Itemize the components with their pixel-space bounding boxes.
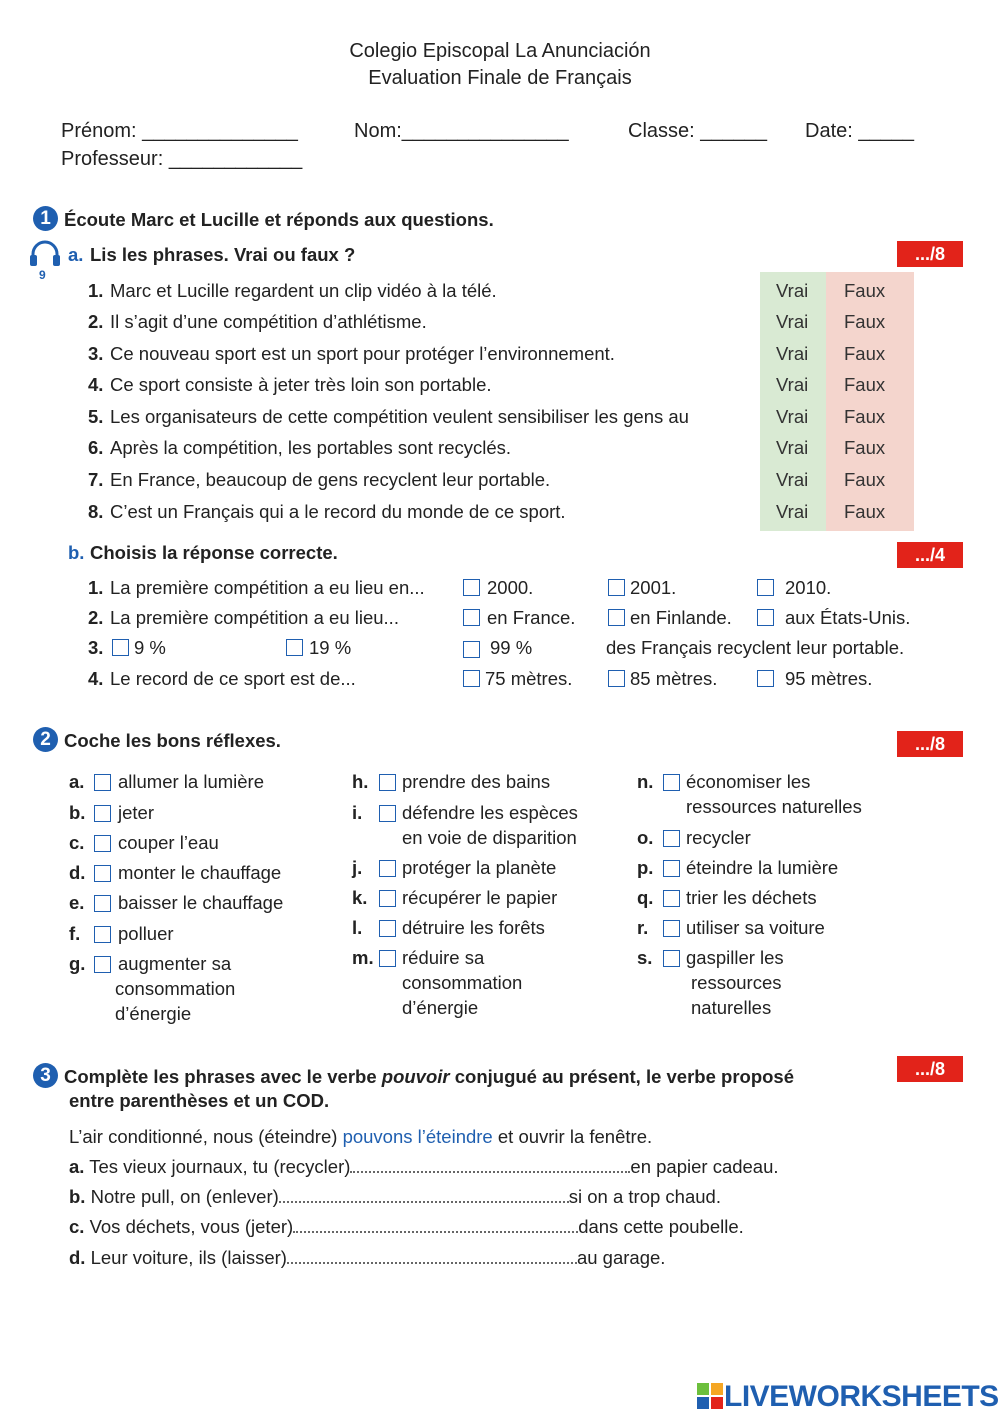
reflex-letter: p. (637, 857, 654, 878)
reflex-checkbox[interactable] (379, 774, 396, 791)
vf-item-text: Ce nouveau sport est un sport pour protéger l’environnement. (110, 343, 615, 364)
reflex-label: détruire les forêts (402, 917, 545, 938)
reflex-checkbox[interactable] (94, 865, 111, 882)
q3-option-1: 9 % (134, 637, 166, 658)
vf-item-text: Les organisateurs de cette compétition veulent sensibiliser les gens au (110, 406, 689, 427)
faux-option[interactable]: Faux (844, 501, 886, 522)
section-3-number: 3 (33, 1063, 58, 1088)
vrai-option[interactable]: Vrai (776, 343, 809, 364)
example-answer: pouvons l’éteindre (342, 1126, 493, 1147)
q4-option-1-checkbox[interactable] (463, 670, 480, 687)
vf-item-number: 8. (88, 501, 104, 522)
reflex-label: augmenter sa (118, 953, 232, 974)
fill-item: d. Leur voiture, ils (laisser) au garage. (69, 1247, 666, 1268)
reflex-checkbox[interactable] (663, 774, 680, 791)
reflex-checkbox[interactable] (94, 956, 111, 973)
reflex-letter: s. (637, 947, 653, 968)
reflex-label-line-2: en voie de disparition (402, 827, 577, 848)
answer-blank[interactable] (279, 1187, 569, 1203)
part-a-score: .../8 (897, 241, 963, 267)
q3-option-1-checkbox[interactable] (112, 639, 129, 656)
answer-blank[interactable] (287, 1248, 577, 1264)
reflex-label: gaspiller les (686, 947, 784, 968)
reflex-label-line-2: ressources (691, 972, 782, 993)
q3-number: 3. (88, 637, 104, 658)
q4-option-2-checkbox[interactable] (608, 670, 625, 687)
vrai-option[interactable]: Vrai (776, 469, 809, 490)
vrai-option[interactable]: Vrai (776, 280, 809, 301)
faux-option[interactable]: Faux (844, 437, 886, 458)
track-number: 9 (39, 268, 46, 282)
reflex-letter: n. (637, 771, 654, 792)
q4-text: Le record de ce sport est de... (110, 668, 356, 689)
faux-option[interactable]: Faux (844, 280, 886, 301)
q4-number: 4. (88, 668, 104, 689)
reflex-label: économiser les (686, 771, 811, 792)
reflex-letter: o. (637, 827, 654, 848)
reflex-label: jeter (118, 802, 154, 823)
reflex-label: recycler (686, 827, 751, 848)
reflex-letter: j. (352, 857, 363, 878)
q1-number: 1. (88, 577, 104, 598)
reflex-letter: k. (352, 887, 368, 908)
vf-item-number: 7. (88, 469, 104, 490)
reflex-checkbox[interactable] (94, 895, 111, 912)
reflex-label-line-3: naturelles (691, 997, 772, 1018)
q3-text: des Français recyclent leur portable. (606, 637, 905, 658)
vf-item-text: Après la compétition, les portables sont recyclés. (110, 437, 512, 458)
classe-field[interactable]: Classe: ______ (628, 120, 767, 142)
reflex-letter: m. (352, 947, 374, 968)
prenom-field[interactable]: Prénom: ______________ (61, 120, 298, 142)
q1-option-3: 2010. (785, 577, 832, 598)
vf-item-number: 1. (88, 280, 104, 301)
reflex-checkbox[interactable] (379, 860, 396, 877)
q3-option-2-checkbox[interactable] (286, 639, 303, 656)
q2-option-1: en France. (487, 607, 576, 628)
reflex-checkbox[interactable] (379, 920, 396, 937)
part-a-title: Lis les phrases. Vrai ou faux ? (90, 244, 356, 265)
reflex-label: prendre des bains (402, 771, 551, 792)
reflex-checkbox[interactable] (663, 920, 680, 937)
faux-option[interactable]: Faux (844, 406, 886, 427)
q1-option-1-checkbox[interactable] (463, 579, 480, 596)
reflex-checkbox[interactable] (94, 835, 111, 852)
part-b-letter: b. (68, 542, 85, 563)
q2-option-2: en Finlande. (630, 607, 732, 628)
q4-option-1: 75 mètres. (485, 668, 573, 689)
headphones-icon (29, 240, 61, 268)
vf-item-text: C’est un Français qui a le record du monde de ce sport. (110, 501, 566, 522)
vf-item-number: 6. (88, 437, 104, 458)
vf-item-text: Marc et Lucille regardent un clip vidéo à la télé. (110, 280, 497, 301)
reflex-checkbox[interactable] (94, 774, 111, 791)
reflex-label: réduire sa (402, 947, 485, 968)
vf-item-text: Ce sport consiste à jeter très loin son portable. (110, 374, 492, 395)
reflex-label: protéger la planète (402, 857, 557, 878)
reflex-label: monter le chauffage (118, 862, 282, 883)
reflex-letter: r. (637, 917, 649, 938)
q2-option-3-checkbox[interactable] (757, 609, 774, 626)
reflex-label: trier les déchets (686, 887, 817, 908)
section-1-title: Écoute Marc et Lucille et réponds aux questions. (64, 209, 494, 230)
reflex-label: allumer la lumière (118, 771, 264, 792)
reflex-checkbox[interactable] (379, 890, 396, 907)
nom-field[interactable]: Nom:_______________ (354, 120, 569, 142)
reflex-letter: d. (69, 862, 86, 883)
reflex-letter: b. (69, 802, 86, 823)
vf-item-number: 3. (88, 343, 104, 364)
q4-option-3-checkbox[interactable] (757, 670, 774, 687)
q1-option-3-checkbox[interactable] (757, 579, 774, 596)
reflex-letter: q. (637, 887, 654, 908)
answer-blank[interactable] (350, 1157, 630, 1173)
reflex-checkbox[interactable] (379, 950, 396, 967)
reflex-label: utiliser sa voiture (686, 917, 825, 938)
section-2-score: .../8 (897, 731, 963, 757)
faux-option[interactable]: Faux (844, 343, 886, 364)
professeur-field[interactable]: Professeur: ____________ (61, 148, 303, 170)
vrai-option[interactable]: Vrai (776, 437, 809, 458)
fill-item: a. Tes vieux journaux, tu (recycler) en papier cadeau. (69, 1156, 779, 1177)
reflex-checkbox[interactable] (663, 890, 680, 907)
example-sentence: L’air conditionné, nous (éteindre) pouvons l’éteindre et ouvrir la fenêtre. (69, 1126, 653, 1147)
fill-item: c. Vos déchets, vous (jeter) dans cette poubelle. (69, 1216, 744, 1237)
vf-item-text: En France, beaucoup de gens recyclent leur portable. (110, 469, 551, 490)
vf-item-number: 5. (88, 406, 104, 427)
q1-option-1: 2000. (487, 577, 534, 598)
vrai-option[interactable]: Vrai (776, 406, 809, 427)
vf-item-number: 2. (88, 311, 104, 332)
reflex-label-line-3: d’énergie (115, 1003, 192, 1024)
faux-option[interactable]: Faux (844, 311, 886, 332)
q3-option-3-checkbox[interactable] (463, 641, 480, 658)
reflex-label-line-2: consommation (115, 978, 236, 999)
section-2-title: Coche les bons réflexes. (64, 730, 281, 751)
reflex-label: baisser le chauffage (118, 892, 284, 913)
exam-title: Evaluation Finale de Français (368, 67, 632, 89)
reflex-letter: a. (69, 771, 85, 792)
faux-option[interactable]: Faux (844, 469, 886, 490)
part-a-letter: a. (68, 244, 84, 265)
q2-option-2-checkbox[interactable] (608, 609, 625, 626)
reflex-letter: c. (69, 832, 85, 853)
section-3-title-line-2: entre parenthèses et un COD. (69, 1090, 330, 1111)
q2-option-3: aux États-Unis. (785, 607, 911, 628)
reflex-letter: i. (352, 802, 363, 823)
reflex-checkbox[interactable] (94, 926, 111, 943)
reflex-label: éteindre la lumière (686, 857, 839, 878)
liveworksheets-logo-icon (697, 1383, 723, 1409)
date-field[interactable]: Date: _____ (805, 120, 914, 142)
reflex-letter: g. (69, 953, 86, 974)
reflex-letter: h. (352, 771, 369, 792)
vf-item-text: Il s’agit d’une compétition d’athlétisme. (110, 311, 427, 332)
reflex-label: polluer (118, 923, 174, 944)
reflex-checkbox[interactable] (379, 805, 396, 822)
vf-item-number: 4. (88, 374, 104, 395)
q4-option-2: 85 mètres. (630, 668, 718, 689)
reflex-label-line-2: consommation (402, 972, 523, 993)
q3-option-2: 19 % (309, 637, 352, 658)
section-2-number: 2 (33, 727, 58, 752)
section-3-score: .../8 (897, 1056, 963, 1082)
vrai-option[interactable]: Vrai (776, 374, 809, 395)
reflex-label: récupérer le papier (402, 887, 558, 908)
reflex-checkbox[interactable] (663, 950, 680, 967)
part-b-score: .../4 (897, 542, 963, 568)
reflex-label-line-2: ressources naturelles (686, 796, 862, 817)
vrai-option[interactable]: Vrai (776, 311, 809, 332)
faux-option[interactable]: Faux (844, 374, 886, 395)
reflex-letter: l. (352, 917, 363, 938)
reflex-checkbox[interactable] (663, 860, 680, 877)
q2-option-1-checkbox[interactable] (463, 609, 480, 626)
section-1-number: 1 (33, 206, 58, 231)
reflex-label: couper l’eau (118, 832, 219, 853)
q1-text: La première compétition a eu lieu en... (110, 577, 425, 598)
reflex-checkbox[interactable] (663, 830, 680, 847)
q4-option-3: 95 mètres. (785, 668, 873, 689)
q1-option-2: 2001. (630, 577, 677, 598)
vrai-option[interactable]: Vrai (776, 501, 809, 522)
reflex-checkbox[interactable] (94, 805, 111, 822)
answer-blank[interactable] (293, 1217, 578, 1233)
q1-option-2-checkbox[interactable] (608, 579, 625, 596)
liveworksheets-logo: LIVEWORKSHEETS (724, 1380, 999, 1413)
fill-item: b. Notre pull, on (enlever) si on a trop chaud. (69, 1186, 721, 1207)
reflex-letter: f. (69, 923, 81, 944)
section-3-title: Complète les phrases avec le verbe pouvoir conjugué au présent, le verbe proposé (64, 1066, 795, 1087)
reflex-letter: e. (69, 892, 85, 913)
q2-text: La première compétition a eu lieu... (110, 607, 399, 628)
school-name: Colegio Episcopal La Anunciación (349, 40, 651, 62)
q3-option-3: 99 % (490, 637, 533, 658)
part-b-title: Choisis la réponse correcte. (90, 542, 338, 563)
q2-number: 2. (88, 607, 104, 628)
reflex-label-line-3: d’énergie (402, 997, 479, 1018)
reflex-label: défendre les espèces (402, 802, 578, 823)
